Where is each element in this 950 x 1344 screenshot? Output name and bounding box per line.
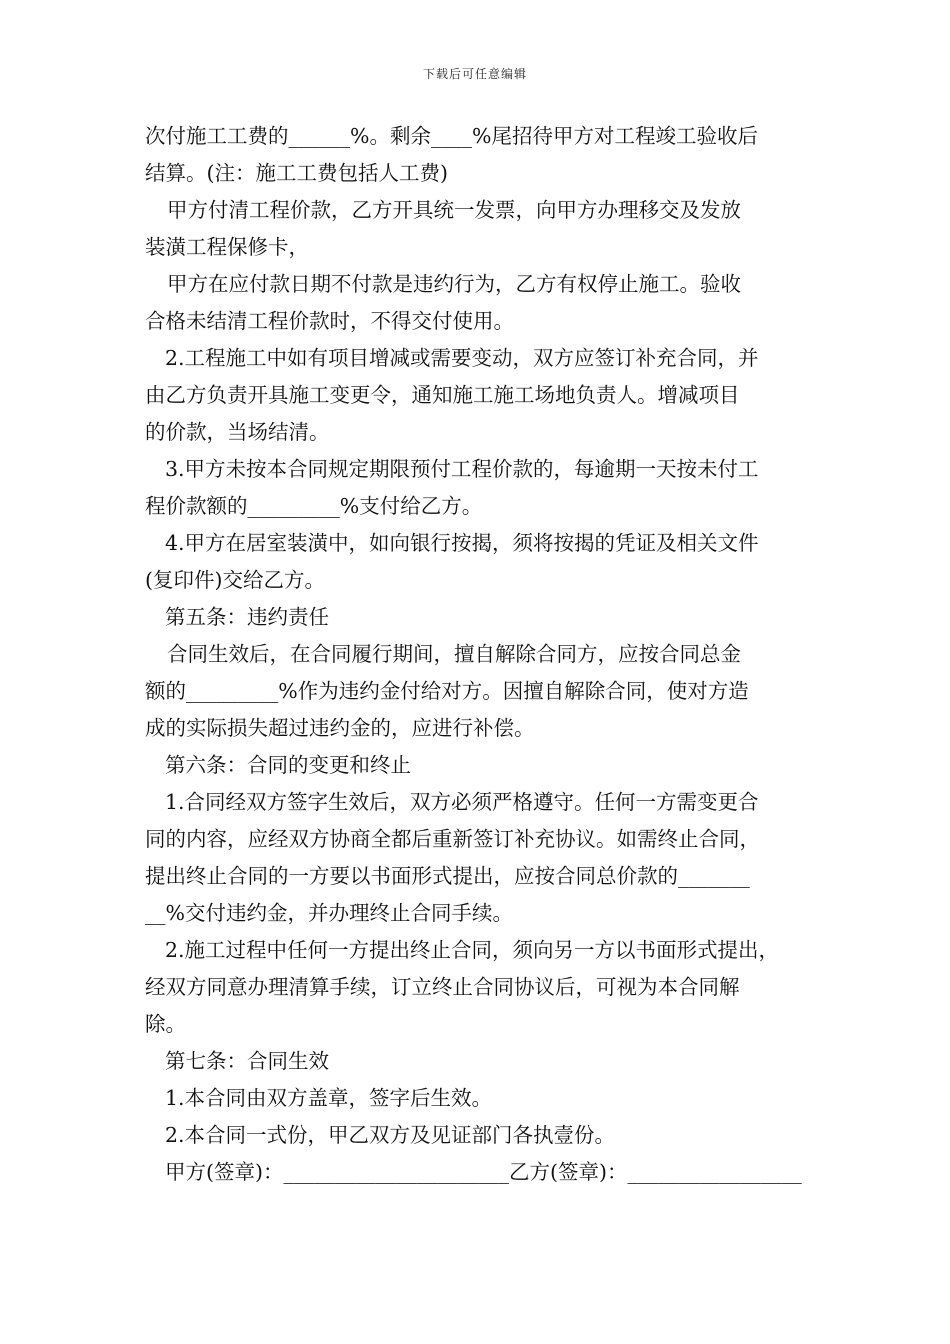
signature-row bbox=[145, 1154, 810, 1191]
text-line: 成的实际损失超过违约金的，应进行补偿。 bbox=[145, 716, 535, 740]
party-b-signature-label: 乙方(签章)： bbox=[509, 1160, 628, 1184]
text-line: 合同生效后，在合同履行期间，擅自解除合同方，应按合同总金 bbox=[167, 642, 741, 666]
text-line: 次付施工工费的______%。剩余____%尾招待甲方对工程竣工验收后 bbox=[145, 124, 758, 148]
text-line: 结算。(注：施工工费包括人工费) bbox=[145, 161, 448, 185]
text-line: 由乙方负责开具施工变更令，通知施工施工场地负责人。增减项目 bbox=[145, 383, 740, 407]
text-line: 4.甲方在居室装潢中，如向银行按揭，须将按揭的凭证及相关文件 bbox=[165, 531, 759, 555]
contract-body bbox=[145, 118, 810, 1191]
text-line: 甲方在应付款日期不付款是违约行为，乙方有权停止施工。验收 bbox=[167, 272, 741, 296]
page-header-note: 下载后可任意编辑 bbox=[422, 67, 527, 81]
text-line: 的价款，当场结清。 bbox=[145, 420, 330, 444]
text-line: 提出终止合同的一方要以书面形式提出，应按合同总价款的_______ bbox=[145, 864, 750, 888]
text-line: 装潢工程保修卡， bbox=[145, 235, 309, 259]
text-line: 2.施工过程中任何一方提出终止合同，须向另一方以书面形式提出， bbox=[165, 938, 780, 962]
text-line: 额的_________%作为违约金付给对方。因擅自解除合同，使对方造 bbox=[145, 679, 749, 703]
party-b-signature-blank: _________________ bbox=[627, 1160, 802, 1184]
section-heading: 第七条：合同生效 bbox=[165, 1049, 329, 1073]
text-line: 1.合同经双方签字生效后，双方必须严格遵守。任何一方需变更合 bbox=[165, 790, 759, 814]
section-heading: 第六条：合同的变更和终止 bbox=[165, 753, 411, 777]
party-a-signature-blank: ______________________ bbox=[283, 1160, 509, 1184]
text-line: 合格未结清工程价款时，不得交付使用。 bbox=[145, 309, 514, 333]
text-line: 1.本合同由双方盖章，签字后生效。 bbox=[165, 1086, 493, 1110]
text-line: 程价款额的_________%支付给乙方。 bbox=[145, 494, 483, 518]
section-heading: 第五条：违约责任 bbox=[165, 605, 329, 629]
text-line: 同的内容，应经双方协商全都后重新签订补充协议。如需终止合同， bbox=[145, 827, 760, 851]
text-line: 甲方付清工程价款，乙方开具统一发票，向甲方办理移交及发放 bbox=[167, 198, 741, 222]
text-line: 经双方同意办理清算手续，订立终止合同协议后，可视为本合同解 bbox=[145, 975, 740, 999]
party-a-signature-label: 甲方(签章)： bbox=[165, 1160, 284, 1184]
text-line: 3.甲方未按本合同规定期限预付工程价款的，每逾期一天按未付工 bbox=[165, 457, 759, 481]
text-line: 2.本合同一式份，甲乙双方及见证部门各执壹份。 bbox=[165, 1123, 616, 1147]
text-line: 除。 bbox=[145, 1012, 186, 1036]
text-line: __%交付违约金，并办理终止合同手续。 bbox=[145, 901, 513, 925]
text-line: (复印件)交给乙方。 bbox=[145, 568, 325, 592]
text-line: 2.工程施工中如有项目增减或需要变动，双方应签订补充合同，并 bbox=[165, 346, 759, 370]
